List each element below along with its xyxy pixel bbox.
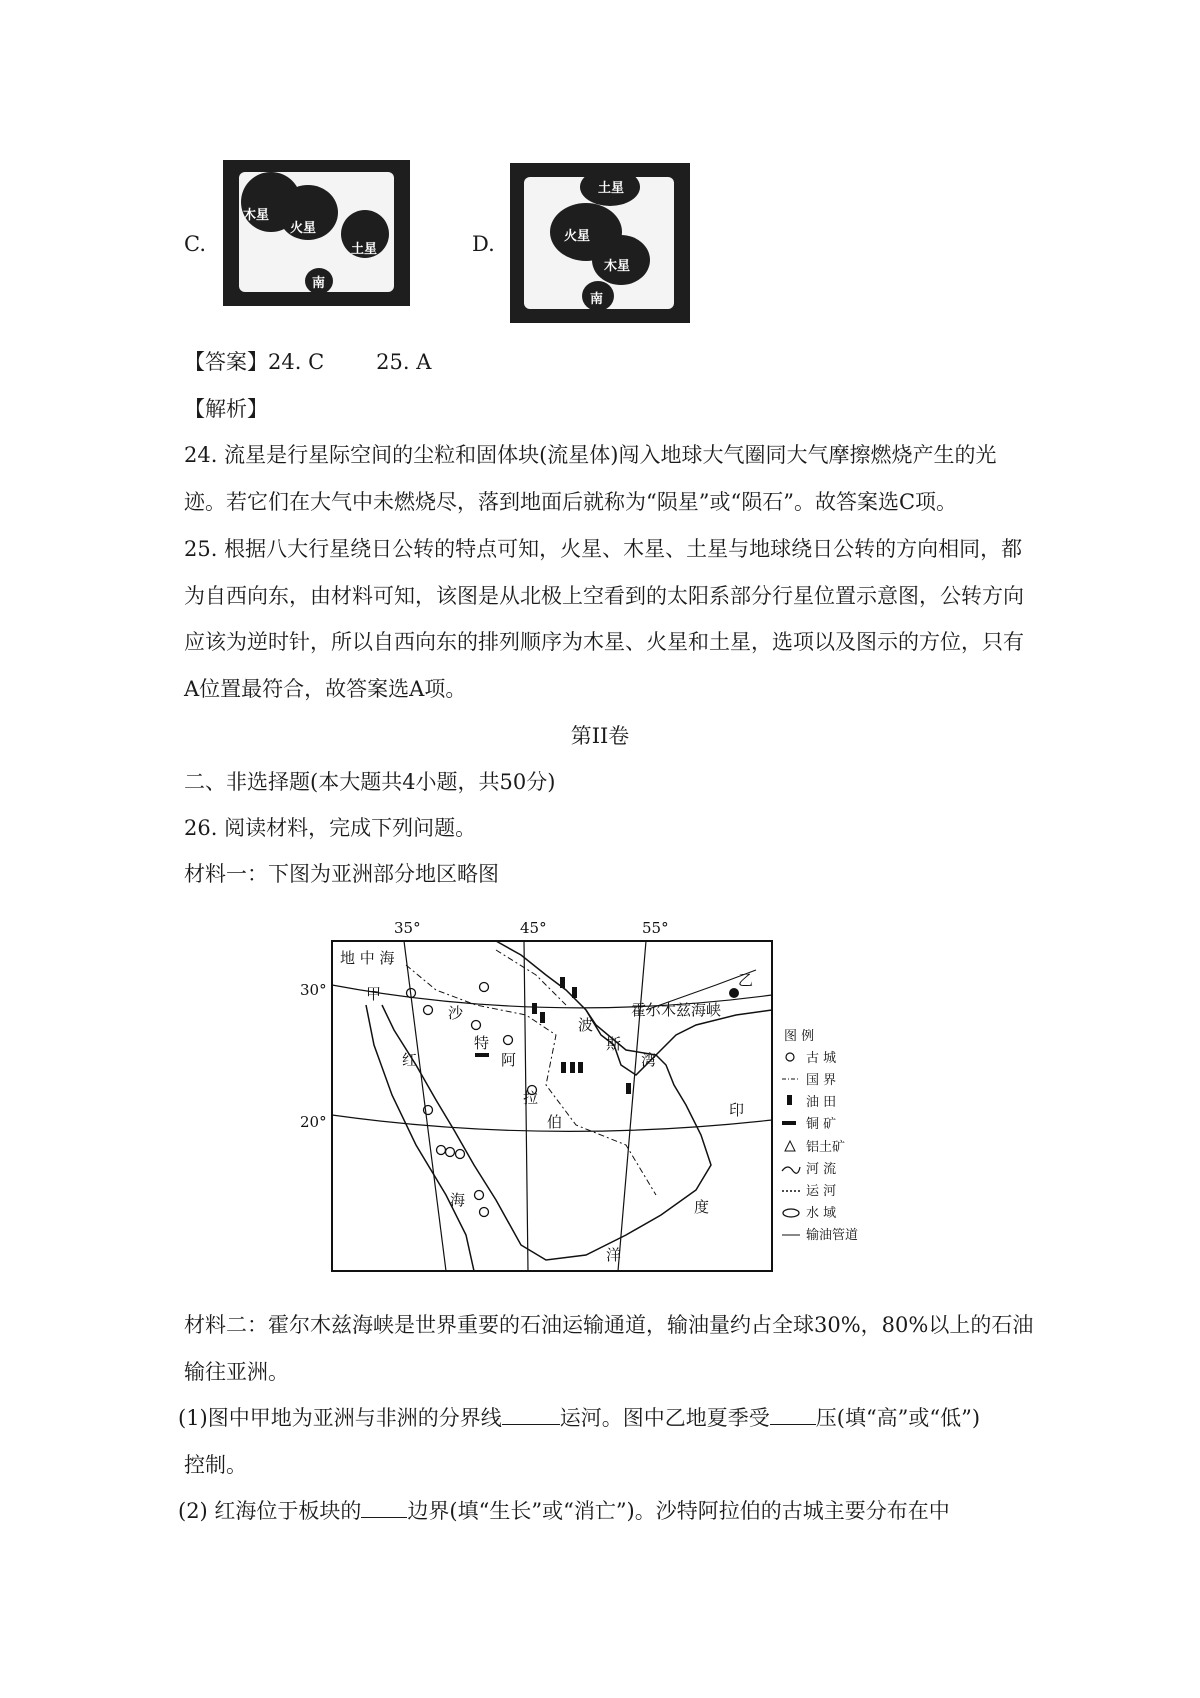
label-hormuz: 霍尔木兹海峡 <box>631 1001 722 1019</box>
longitude-35-label: 35° <box>394 919 421 937</box>
planet-jupiter-label: 木星 <box>243 208 270 223</box>
label-a: 阿 <box>501 1051 517 1069</box>
legend-copper: 铜 矿 <box>806 1117 837 1132</box>
q1-blank-pressure[interactable] <box>770 1406 816 1425</box>
q1-blank-canal[interactable] <box>502 1406 560 1425</box>
planet-mars-label: 火星 <box>290 221 317 236</box>
planet-jupiter-label: 木星 <box>604 259 631 274</box>
south-label: 南 <box>590 292 604 307</box>
label-gulf-wan: 湾 <box>641 1051 657 1069</box>
south-label: 南 <box>312 276 326 291</box>
q2-part-a: (2) 红海位于板块的 <box>178 1499 362 1523</box>
question-1-line1 <box>178 1406 980 1430</box>
label-la: 拉 <box>523 1089 539 1107</box>
analysis-25-line1: 25. 根据八大行星绕日公转的特点可知，火星、木星、土星与地球绕日公转的方向相同，都 <box>184 537 1023 561</box>
q1-part-a: (1)图中甲地为亚洲与非洲的分界线 <box>178 1406 502 1430</box>
legend-title: 图 例 <box>784 1029 815 1044</box>
question-2-line1 <box>178 1499 950 1523</box>
label-india-yin: 印 <box>729 1101 745 1119</box>
planet-saturn-label: 土星 <box>598 181 625 196</box>
option-d-label: D. <box>472 232 495 256</box>
legend-border: 国 界 <box>806 1073 837 1088</box>
legend-ancient-city: 古 城 <box>806 1051 837 1066</box>
longitude-45-label: 45° <box>520 919 547 937</box>
analysis-25-line4: A位置最符合，故答案选A项。 <box>184 677 467 701</box>
legend-oil-field: 油 田 <box>806 1095 837 1110</box>
planet-saturn-label: 土星 <box>351 242 378 257</box>
legend-water: 水 域 <box>806 1206 837 1221</box>
label-gulf-si: 斯 <box>606 1035 622 1053</box>
label-india-du: 度 <box>694 1198 710 1216</box>
q1-part-c: 压(填“高”或“低”) <box>815 1406 981 1430</box>
answer-q24: 24. C <box>268 350 325 374</box>
label-red-hai: 海 <box>450 1191 466 1209</box>
section-title: 第II卷 <box>570 724 630 748</box>
analysis-label: 【解析】 <box>184 397 268 421</box>
label-jia: 甲 <box>366 985 382 1003</box>
question-26: 26. 阅读材料，完成下列问题。 <box>184 816 477 840</box>
section-subtitle: 二、非选择题(本大题共4小题，共50分) <box>184 770 556 794</box>
q2-part-b: 边界(填“生长”或“消亡”)。沙特阿拉伯的古城主要分布在中 <box>407 1499 950 1523</box>
label-te: 特 <box>474 1034 490 1052</box>
option-c-label: C. <box>184 232 206 256</box>
label-bo: 伯 <box>547 1113 563 1131</box>
material-2-line2: 输往亚洲。 <box>184 1360 289 1384</box>
label-sha: 沙 <box>448 1004 464 1022</box>
analysis-24-line1: 24. 流星是行星际空间的尘粒和固体块(流星体)闯入地球大气圈同大气摩擦燃烧产生的光 <box>184 443 997 467</box>
map-legend <box>782 1029 858 1243</box>
answer-q25: 25. A <box>376 350 432 374</box>
legend-river: 河 流 <box>806 1162 837 1177</box>
legend-canal: 运 河 <box>806 1184 837 1199</box>
longitude-55-label: 55° <box>642 919 669 937</box>
analysis-25-line3: 应该为逆时针，所以自西向东的排列顺序为木星、火星和土星，选项以及图示的方位，只有 <box>184 630 1024 654</box>
option-d-star-map <box>510 163 690 323</box>
analysis-24-line2: 迹。若它们在大气中未燃烧尽，落到地面后就称为“陨星”或“陨石”。故答案选C项。 <box>184 490 958 514</box>
q2-blank-boundary[interactable] <box>361 1499 407 1518</box>
material-2-line1: 材料二：霍尔木兹海峡是世界重要的石油运输通道，输油量约占全球30%，80%以上的石油 <box>184 1313 1034 1337</box>
q1-part-b: 运河。图中乙地夏季受 <box>559 1406 770 1430</box>
analysis-25-line2: 为自西向东，由材料可知，该图是从北极上空看到的太阳系部分行星位置示意图，公转方向 <box>184 584 1024 608</box>
label-red-hong: 红 <box>402 1051 418 1069</box>
legend-pipeline: 输油管道 <box>806 1228 859 1243</box>
planet-mars-label: 火星 <box>564 229 591 244</box>
answer-line <box>184 350 431 374</box>
latitude-30-label: 30° <box>300 981 327 999</box>
label-yi: 乙 <box>738 971 754 989</box>
asia-map <box>296 915 906 1285</box>
question-1-line2: 控制。 <box>184 1453 247 1477</box>
label-gulf-bo: 波 <box>578 1016 594 1034</box>
option-c-star-map <box>223 160 410 306</box>
label-mediterranean: 地 中 海 <box>340 949 395 967</box>
legend-bauxite: 铝土矿 <box>806 1140 846 1155</box>
answer-label: 【答案】 <box>184 350 268 374</box>
label-ocean-yang: 洋 <box>606 1246 622 1264</box>
material-1: 材料一：下图为亚洲部分地区略图 <box>184 862 499 886</box>
latitude-20-label: 20° <box>300 1113 327 1131</box>
